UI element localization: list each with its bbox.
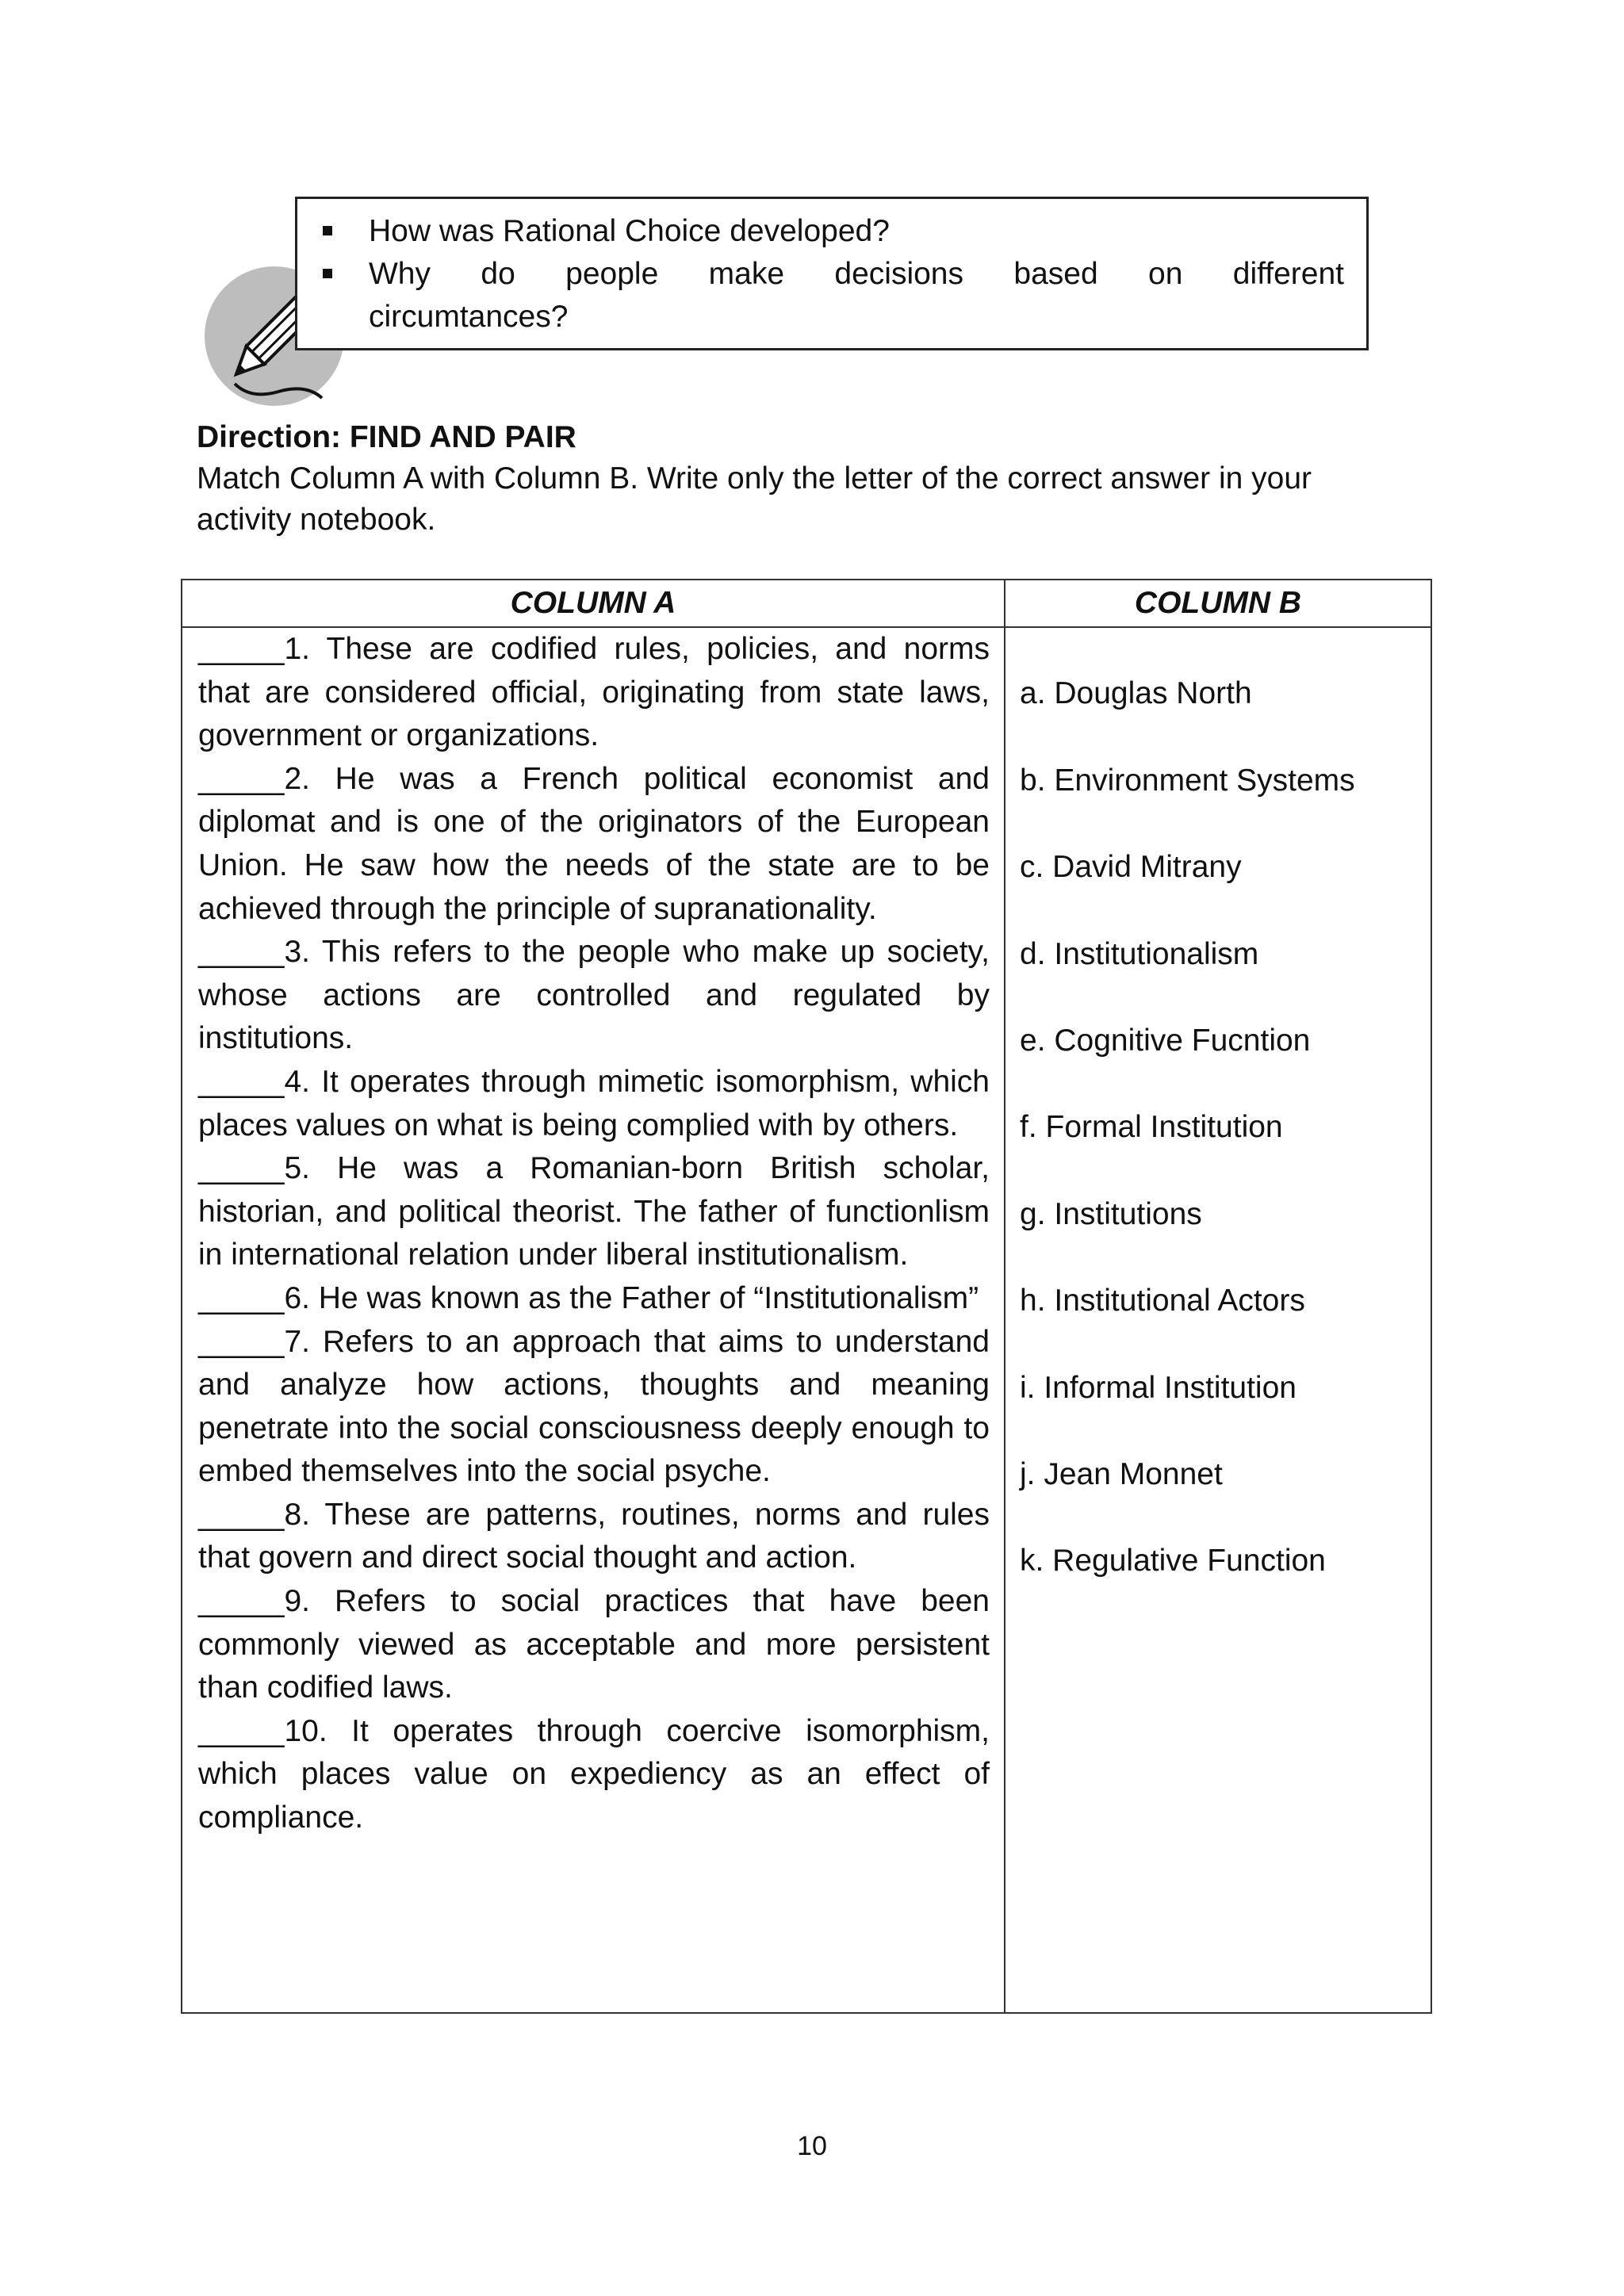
column-a-item-1: _____1. These are codified rules, policies, and norms that are considered official, originating from state laws, government or organizations. (198, 632, 990, 753)
column-b-item-h: h. Institutional Actors (1020, 1284, 1305, 1318)
column-a-item-7: _____7. Refers to an approach that aims to understand and analyze how actions, thoughts and meaning penetrate into the social consciousness deeply enough to embed themselves into the social psyche. (198, 1324, 990, 1489)
column-b-item-c: c. David Mitrany (1020, 850, 1242, 884)
column-b-item-j: j. Jean Monnet (1020, 1457, 1223, 1491)
column-a-item-10: _____10. It operates through coercive isomorphism, which places value on expediency as an effect of compliance. (198, 1713, 990, 1835)
column-b-item-a: a. Douglas North (1020, 676, 1252, 710)
direction-title: Direction: FIND AND PAIR (197, 420, 576, 454)
direction-section (197, 417, 1402, 541)
bullet-icon (323, 269, 332, 278)
guide-questions-list (297, 199, 1366, 339)
column-b-item-g: g. Institutions (1020, 1197, 1202, 1231)
column-a-item-5: _____5. He was a Romanian-born British scholar, historian, and political theorist. The father of functionlism in international relation under liberal institutionalism. (198, 1151, 990, 1272)
column-a-item-4: _____4. It operates through mimetic isomorphism, which places values on what is being complied with by others. (198, 1064, 990, 1142)
column-b-cell (1005, 627, 1431, 2013)
column-b-header: COLUMN B (1005, 580, 1431, 627)
column-b-item-k: k. Regulative Function (1020, 1544, 1326, 1578)
matching-table (181, 579, 1432, 2014)
table-body-row (182, 627, 1431, 2013)
page-number: 10 (797, 2131, 827, 2161)
question-text: How was Rational Choice developed? (369, 214, 890, 248)
guide-questions-box (295, 197, 1369, 350)
column-a-item-9: _____9. Refers to social practices that have been commonly viewed as acceptable and more persistent than codified laws. (198, 1584, 990, 1705)
question-text: Why do people make decisions based on different (369, 257, 1344, 291)
column-a-cell (182, 627, 1005, 2013)
table-header-row (182, 580, 1431, 627)
column-b-item-d: d. Institutionalism (1020, 937, 1259, 971)
column-b-item-f: f. Formal Institution (1020, 1110, 1283, 1144)
column-b-item-e: e. Cognitive Fucntion (1020, 1024, 1311, 1058)
question-item (369, 210, 1344, 253)
column-a-item-3: _____3. This refers to the people who make up society, whose actions are controlled and regulated by institutions. (198, 935, 990, 1056)
column-a-item-8: _____8. These are patterns, routines, norms and rules that govern and direct social thought and action. (198, 1497, 990, 1575)
column-a-item-2: _____2. He was a French political economist and diplomat and is one of the originators of the European Union. He saw how the needs of the state are to be achieved through the principle of supranationality. (198, 761, 990, 926)
bullet-icon (323, 226, 332, 235)
question-item-continuation (369, 296, 1344, 339)
column-a-item-6: _____6. He was known as the Father of “Institutionalism” (198, 1280, 979, 1315)
question-item (369, 253, 1344, 296)
direction-text: Match Column A with Column B. Write only the letter of the correct answer in your activity notebook. (197, 461, 1312, 537)
question-text: circumtances? (369, 300, 569, 334)
column-b-item-b: b. Environment Systems (1020, 763, 1355, 798)
column-b-item-i: i. Informal Institution (1020, 1371, 1297, 1405)
column-a-header: COLUMN A (182, 580, 1005, 627)
